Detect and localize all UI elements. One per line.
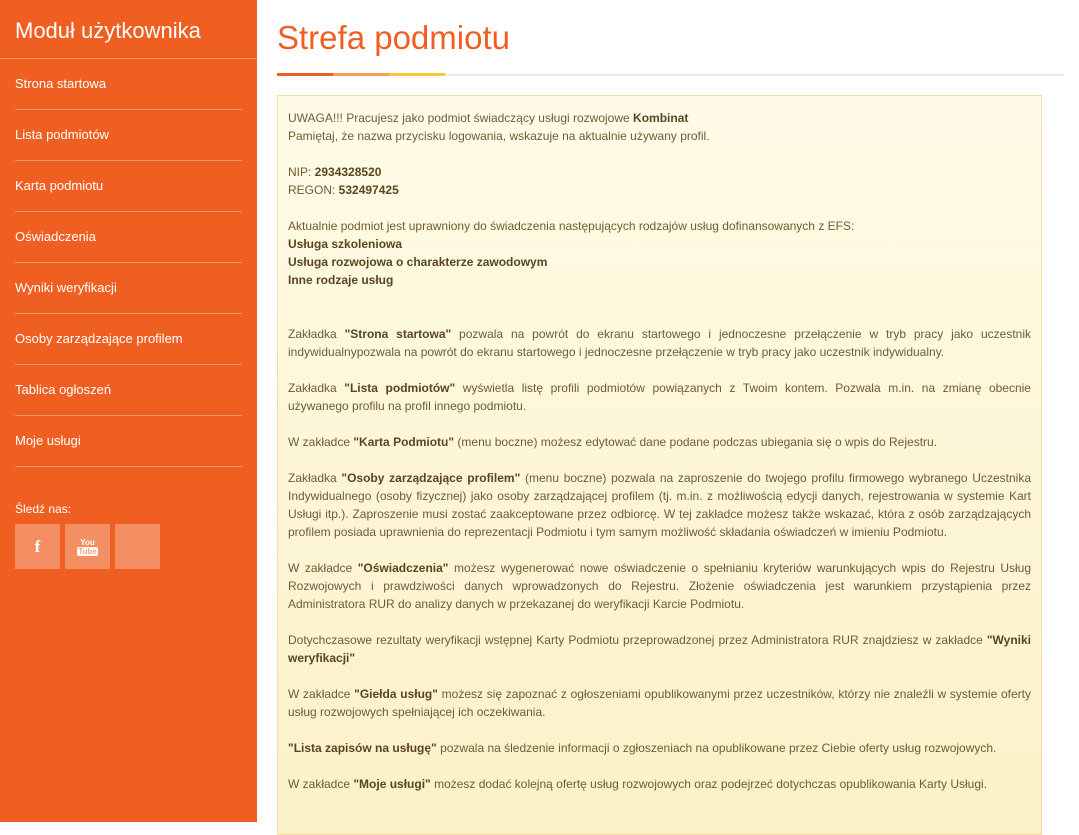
sidebar-item-moje-uslugi[interactable]: Moje usługi (15, 416, 242, 467)
paragraph-lista-podmiotow (288, 379, 1031, 415)
sidebar-item-karta-podmiotu[interactable]: Karta podmiotu (15, 161, 242, 212)
text: pozwala na powrót do ekranu startowego i jednoczesne przełączenie w tryb pracy jako uczestnik indywidualnypozwala na powrót do ekranu startowego i jednoczesne przełączenie w tryb pracy jako uczestnik indywidualny. (288, 327, 1031, 359)
text: (menu boczne) możesz edytować dane podane podczas ubiegania się o wpis do Rejestru. (454, 435, 938, 449)
underline-segment-yellow (389, 73, 445, 76)
tab-reference: "Wyniki weryfikacji" (288, 633, 1031, 665)
text: W zakładce (288, 561, 358, 575)
service-item (288, 253, 1031, 271)
tab-reference: "Osoby zarządzające profilem" (341, 471, 521, 485)
regon-row (288, 181, 1031, 199)
empty-social-icon[interactable] (115, 524, 160, 569)
page-title: Strefa podmiotu (277, 19, 510, 56)
text: możesz wygenerować nowe oświadczenie o spełnianiu kryteriów warunkujących wpis do Rejestru Usług Rozwojowych i prawdziwości danych wprowadzonych do Rejestru. Złożenie oświadczenia jest warunkiem przystąpienia przez Administratora RUR do analizy danych w przekazanej do weryfikacji Karcie Podmiotu. (288, 561, 1031, 611)
text: Zakładka (288, 381, 345, 395)
paragraph-karta-podmiotu (288, 433, 1031, 451)
paragraph-moje-uslugi (288, 775, 1031, 793)
facebook-glyph: f (34, 536, 41, 556)
text: pozwala na śledzenie informacji o zgłoszeniach na opublikowane przez Ciebie oferty usług rozwojowych. (436, 741, 997, 755)
service-name: Usługa szkoleniowa (288, 237, 403, 251)
underline-segment-orange (277, 73, 333, 76)
sidebar-title: Moduł użytkownika (0, 0, 257, 59)
paragraph-gielda-uslug (288, 685, 1031, 721)
services-intro: Aktualnie podmiot jest uprawniony do świadczenia następujących rodzajów usług dofinansowanych z EFS: (288, 219, 855, 233)
facebook-icon[interactable] (15, 524, 60, 569)
text: Zakładka (288, 471, 342, 485)
paragraph-osoby-zarzadzajace (288, 469, 1031, 541)
sidebar-item-tablica-ogloszen[interactable]: Tablica ogłoszeń (15, 365, 242, 416)
youtube-icon[interactable] (65, 524, 110, 569)
text: W zakładce (288, 687, 355, 701)
tab-reference: "Oświadczenia" (357, 561, 449, 575)
nip-label: NIP: (288, 165, 315, 179)
tab-reference: "Lista zapisów na usługę" (288, 741, 437, 755)
youtube-glyph-bottom: Tube (78, 546, 97, 556)
regon-value: 532497425 (338, 183, 399, 197)
sidebar-item-osoby-zarzadzajace[interactable]: Osoby zarządzające profilem (15, 314, 242, 365)
youtube-glyph-top: You (80, 537, 95, 547)
text: możesz się zapoznać z ogłoszeniami opublikowanymi przez uczestników, którzy nie znaleźli w systemie oferty usług rozwojowych spełniającej ich oczekiwania. (288, 687, 1032, 719)
sidebar-item-oswiadczenia[interactable]: Oświadczenia (15, 212, 242, 263)
info-box (277, 95, 1042, 835)
tab-reference: "Giełda usług" (354, 687, 438, 701)
social-links (0, 524, 257, 569)
service-name: Inne rodzaje usług (288, 273, 394, 287)
notice-prefix: UWAGA!!! Pracujesz jako podmiot świadczący usługi rozwojowe (288, 111, 634, 125)
sidebar (0, 0, 257, 822)
paragraph-oswiadczenia (288, 559, 1031, 613)
entity-name: Kombinat (633, 111, 689, 125)
sidebar-item-lista-podmiotow[interactable]: Lista podmiotów (15, 110, 242, 161)
sidebar-item-wyniki-weryfikacji[interactable]: Wyniki weryfikacji (15, 263, 242, 314)
service-item (288, 271, 1031, 289)
notice-line-1 (288, 109, 1031, 127)
main-content (277, 0, 1064, 791)
follow-us-label: Śledź nas: (15, 502, 72, 516)
service-name: Usługa rozwojowa o charakterze zawodowym (288, 255, 548, 269)
service-item (288, 235, 1031, 253)
text: W zakładce (288, 777, 354, 791)
text: (menu boczne) pozwala na zaproszenie do twojego profilu firmowego wybranego Uczestnika Indywidualnego (osoby fizycznej) jako osoby zarządzającej profilem (tj. m.in. z możliwością edycji danych, rejestrowania w systemie Kart Usługi itp.). Zaproszenie musi zostać zaakceptowane przez odbiorcę. W tej zakładce możesz także wskazać, która z osób zarządzających profilem posiada uprawnienia do reprezentacji Podmiotu i tym samym możliwość składania oświadczeń w imieniu Podmiotu. (288, 471, 1031, 539)
text: W zakładce (288, 435, 354, 449)
tab-reference: "Strona startowa" (344, 327, 452, 341)
text: możesz dodać kolejną ofertę usług rozwojowych oraz podejrzeć dotychczas opublikowania Karty Usługi. (430, 777, 988, 791)
text: wyświetla listę profili podmiotów powiązanych z Twoim kontem. Pozwala m.in. na zmianę obecnie używanego profilu na profil innego podmiotu. (288, 381, 1031, 413)
nip-row (288, 163, 1031, 181)
text: Zakładka (288, 327, 345, 341)
paragraph-strona-startowa (288, 325, 1031, 361)
text: Dotychczasowe rezultaty weryfikacji wstępnej Karty Podmiotu przeprowadzonej przez Administratora RUR znajdziesz w zakładce (288, 633, 987, 647)
paragraph-wyniki-weryfikacji (288, 631, 1031, 667)
notice-line-2: Pamiętaj, że nazwa przycisku logowania, wskazuje na aktualnie używany profil. (288, 129, 710, 143)
tab-reference: "Moje usługi" (353, 777, 431, 791)
tab-reference: "Lista podmiotów" (344, 381, 456, 395)
paragraph-lista-zapisow (288, 739, 1031, 757)
underline-segment-amber (333, 73, 389, 76)
sidebar-item-strona-startowa[interactable]: Strona startowa (15, 59, 242, 110)
sidebar-menu (0, 59, 257, 467)
regon-label: REGON: (288, 183, 339, 197)
nip-value: 2934328520 (314, 165, 382, 179)
title-underline (277, 74, 1064, 76)
tab-reference: "Karta Podmiotu" (353, 435, 455, 449)
